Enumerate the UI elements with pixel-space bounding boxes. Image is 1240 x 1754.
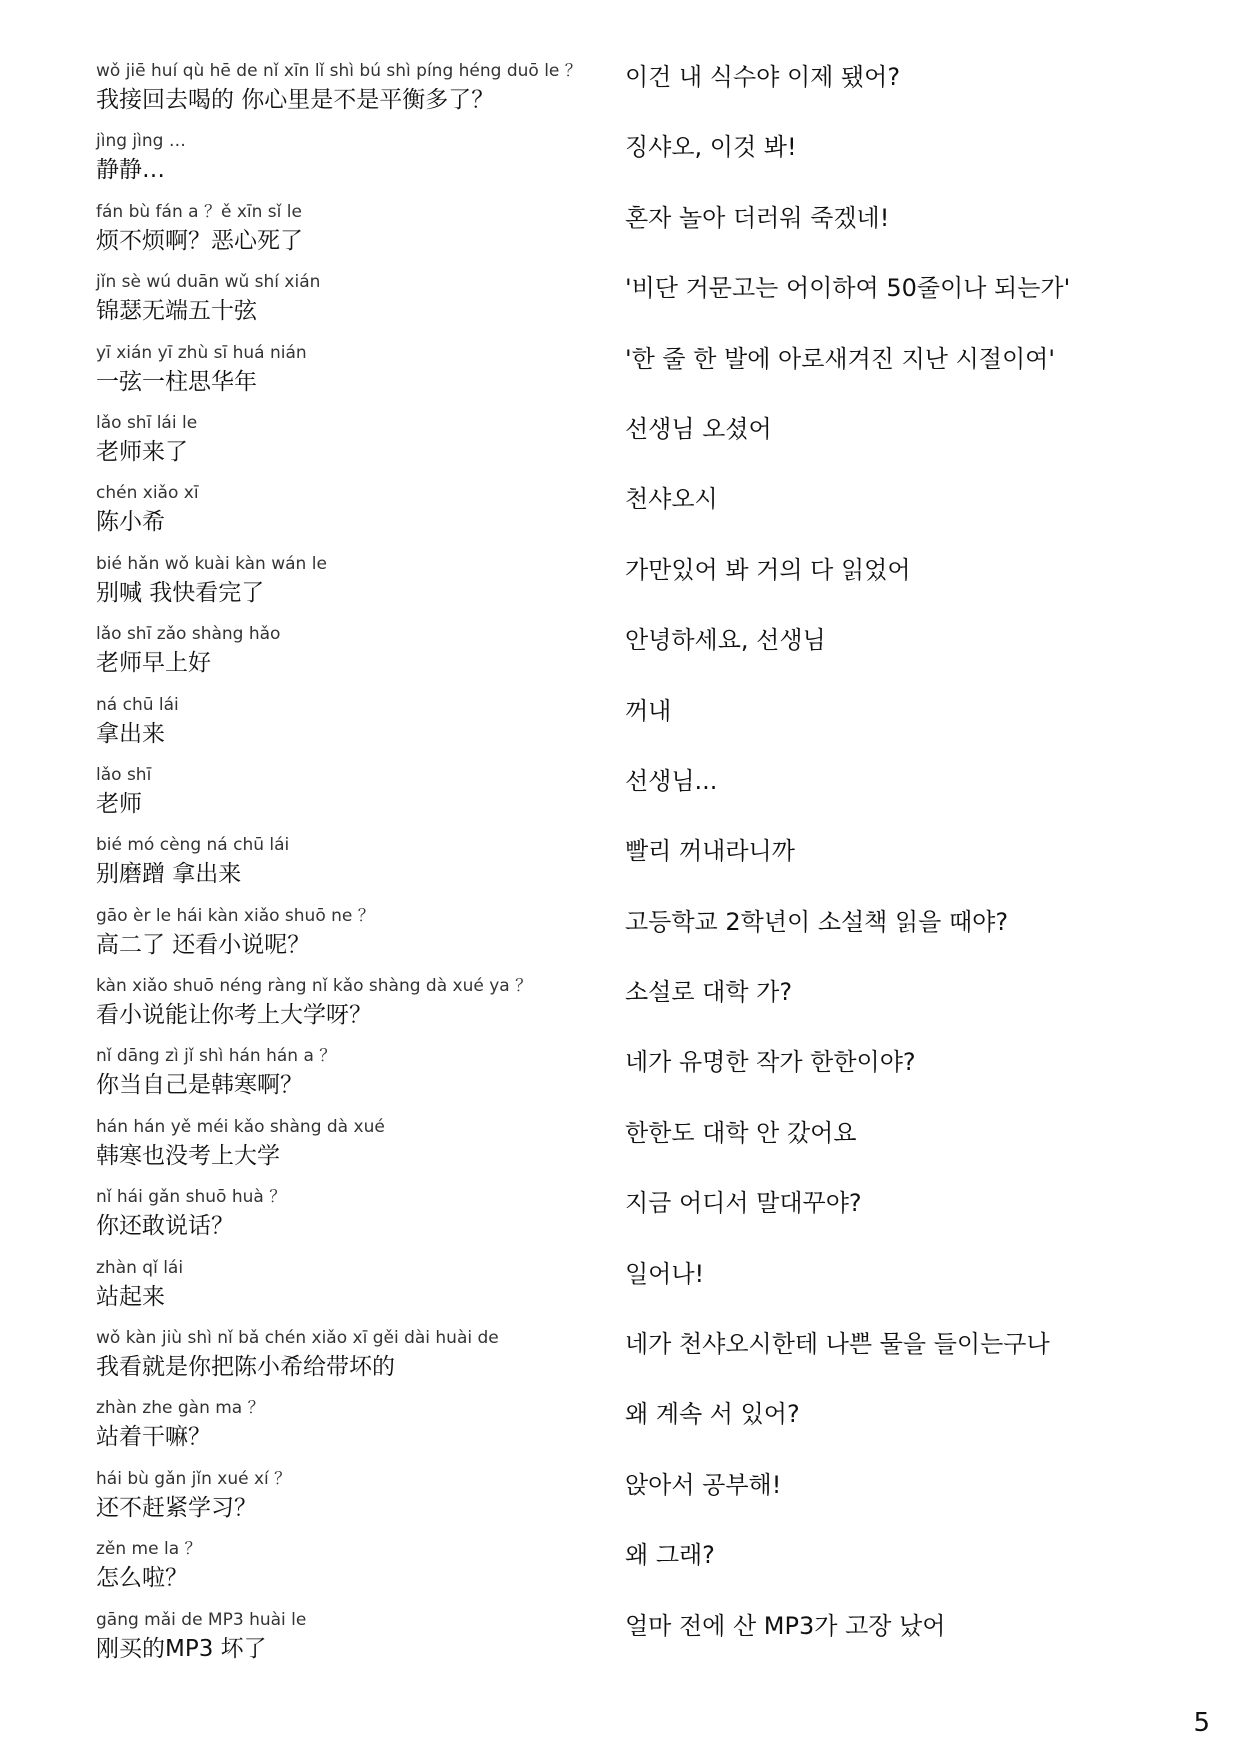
chinese-block [96, 201, 616, 257]
subtitle-row [96, 1045, 1156, 1115]
pinyin-text: zěn me la ？ [96, 1539, 202, 1560]
pinyin-text: wǒ jiē huí qù hē de nǐ xīn lǐ shì bú shì píng héng duō le ？ [96, 61, 582, 81]
chinese-text: 烦不烦啊？恶心死了 [96, 227, 303, 254]
subtitle-row [96, 975, 1156, 1045]
korean-text: 선생님... [625, 766, 718, 795]
chinese-text: 韩寒也没考上大学 [96, 1142, 280, 1169]
chinese-text: 怎么啦？ [96, 1565, 188, 1592]
chinese-block [96, 764, 616, 820]
korean-text: 왜 그래? [625, 1541, 715, 1570]
pinyin-text: bié hǎn wǒ kuài kàn wán le [96, 553, 327, 574]
chinese-text: 高二了 还看小说呢？ [96, 931, 311, 958]
korean-text: 빨리 꺼내라니까 [625, 837, 795, 866]
korean-text: '비단 거문고는 어이하여 50줄이나 되는가' [625, 274, 1071, 303]
subtitle-row [96, 1186, 1156, 1256]
subtitle-row [96, 1327, 1156, 1397]
chinese-text: 你当自己是韩寒啊？ [96, 1072, 303, 1099]
chinese-block [96, 1468, 616, 1524]
korean-text: 혼자 놀아 더러워 죽겠네! [625, 203, 890, 232]
subtitle-row [96, 60, 1156, 130]
pinyin-text: gāo èr le hái kàn xiǎo shuō ne ？ [96, 905, 375, 926]
korean-text: 지금 어디서 말대꾸야? [625, 1189, 862, 1218]
chinese-text: 老师早上好 [96, 650, 211, 677]
pinyin-text: yī xián yī zhù sī huá nián [96, 342, 307, 363]
pinyin-text: zhàn zhe gàn ma ？ [96, 1398, 265, 1419]
chinese-text: 一弦一柱思华年 [96, 368, 257, 395]
korean-text: 소설로 대학 가? [625, 978, 793, 1007]
korean-text: 안녕하세요, 선생님 [625, 626, 826, 655]
chinese-text: 别磨蹭 拿出来 [96, 861, 242, 888]
korean-text: 가만있어 봐 거의 다 읽었어 [625, 555, 911, 584]
chinese-text: 老师 [96, 790, 142, 817]
chinese-text: 陈小希 [96, 509, 165, 536]
korean-text: 고등학교 2학년이 소설책 읽을 때야? [625, 907, 1009, 936]
subtitle-row [96, 271, 1156, 341]
pinyin-text: fán bù fán a ？ě xīn sǐ le [96, 201, 302, 222]
subtitle-row [96, 1468, 1156, 1538]
pinyin-text: wǒ kàn jiù shì nǐ bǎ chén xiǎo xī gěi dài huài de [96, 1328, 499, 1349]
subtitle-row [96, 1116, 1156, 1186]
chinese-block [96, 1397, 616, 1453]
chinese-text: 你还敢说话？ [96, 1213, 234, 1240]
korean-text: 일어나! [625, 1259, 705, 1288]
chinese-block [96, 1116, 616, 1172]
chinese-text: 我接回去喝的 你心里是不是平衡多了？ [96, 87, 495, 113]
korean-text: 선생님 오셨어 [625, 414, 772, 443]
chinese-block [96, 1538, 616, 1594]
chinese-text: 老师来了 [96, 438, 188, 465]
subtitle-row [96, 1609, 1156, 1679]
korean-text: 한한도 대학 안 갔어요 [625, 1118, 857, 1147]
subtitle-row [96, 342, 1156, 412]
subtitle-row [96, 482, 1156, 552]
subtitle-list [96, 60, 1156, 1679]
subtitle-row [96, 1397, 1156, 1467]
subtitle-row [96, 623, 1156, 693]
chinese-text: 还不赶紧学习？ [96, 1494, 257, 1521]
korean-text: 이건 내 식수야 이제 됐어? [625, 63, 901, 91]
korean-text: '한 줄 한 발에 아로새겨진 지난 시절이여' [625, 344, 1055, 373]
chinese-block [96, 1327, 616, 1383]
subtitle-row [96, 201, 1156, 271]
pinyin-text: lǎo shī [96, 764, 152, 785]
chinese-text: 静静… [96, 157, 165, 184]
chinese-block [96, 1609, 616, 1665]
pinyin-text: gāng mǎi de MP3 huài le [96, 1609, 307, 1630]
chinese-block [96, 1186, 616, 1242]
korean-text: 네가 천샤오시한테 나쁜 물을 들이는구나 [625, 1330, 1050, 1359]
chinese-text: 站起来 [96, 1283, 165, 1310]
chinese-text: 站着干嘛？ [96, 1424, 211, 1451]
subtitle-row [96, 412, 1156, 482]
subtitle-row [96, 1538, 1156, 1608]
pinyin-text: lǎo shī lái le [96, 412, 198, 433]
chinese-text: 锦瑟无端五十弦 [96, 298, 257, 325]
chinese-text: 别喊 我快看完了 [96, 579, 265, 606]
pinyin-text: kàn xiǎo shuō néng ràng nǐ kǎo shàng dà xué ya ？ [96, 976, 533, 997]
subtitle-row [96, 764, 1156, 834]
pinyin-text: jìng jìng … [96, 131, 186, 152]
subtitle-row [96, 694, 1156, 764]
chinese-block [96, 60, 616, 116]
chinese-block [96, 694, 616, 750]
korean-text: 꺼내 [625, 696, 672, 725]
chinese-text: 看小说能让你考上大学呀？ [96, 1002, 372, 1029]
korean-text: 징샤오, 이것 봐! [625, 133, 797, 162]
subtitle-row [96, 553, 1156, 623]
korean-text: 네가 유명한 작가 한한이야? [625, 1048, 916, 1077]
pinyin-text: hán hán yě méi kǎo shàng dà xué [96, 1116, 385, 1137]
korean-text: 얼마 전에 산 MP3가 고장 났어 [625, 1611, 946, 1640]
subtitle-row [96, 834, 1156, 904]
pinyin-text: jǐn sè wú duān wǔ shí xián [96, 272, 321, 293]
chinese-block [96, 905, 616, 961]
subtitle-row [96, 1257, 1156, 1327]
chinese-block [96, 412, 616, 468]
chinese-block [96, 342, 616, 398]
chinese-block [96, 834, 616, 890]
pinyin-text: hái bù gǎn jǐn xué xí ？ [96, 1468, 292, 1489]
chinese-block [96, 975, 616, 1031]
pinyin-text: zhàn qǐ lái [96, 1257, 184, 1278]
pinyin-text: lǎo shī zǎo shàng hǎo [96, 624, 281, 645]
korean-text: 앉아서 공부해! [625, 1470, 782, 1499]
subtitle-row [96, 905, 1156, 975]
korean-text: 왜 계속 서 있어? [625, 1400, 800, 1429]
chinese-block [96, 623, 616, 679]
chinese-block [96, 553, 616, 609]
chinese-text: 拿出来 [96, 720, 165, 747]
pinyin-text: chén xiǎo xī [96, 483, 199, 504]
pinyin-text: bié mó cèng ná chū lái [96, 835, 290, 856]
chinese-block [96, 130, 616, 186]
pinyin-text: nǐ hái gǎn shuō huà ？ [96, 1187, 287, 1208]
subtitle-row [96, 130, 1156, 200]
chinese-block [96, 1045, 616, 1101]
page-number: 5 [1193, 1708, 1210, 1738]
chinese-block [96, 1257, 616, 1313]
korean-text: 천샤오시 [625, 485, 718, 514]
chinese-text: 刚买的MP3 坏了 [96, 1635, 267, 1662]
chinese-block [96, 482, 616, 538]
chinese-text: 我看就是你把陈小希给带坏的 [96, 1354, 395, 1381]
pinyin-text: nǐ dāng zì jǐ shì hán hán a ？ [96, 1046, 337, 1067]
pinyin-text: ná chū lái [96, 694, 179, 715]
chinese-block [96, 271, 616, 327]
